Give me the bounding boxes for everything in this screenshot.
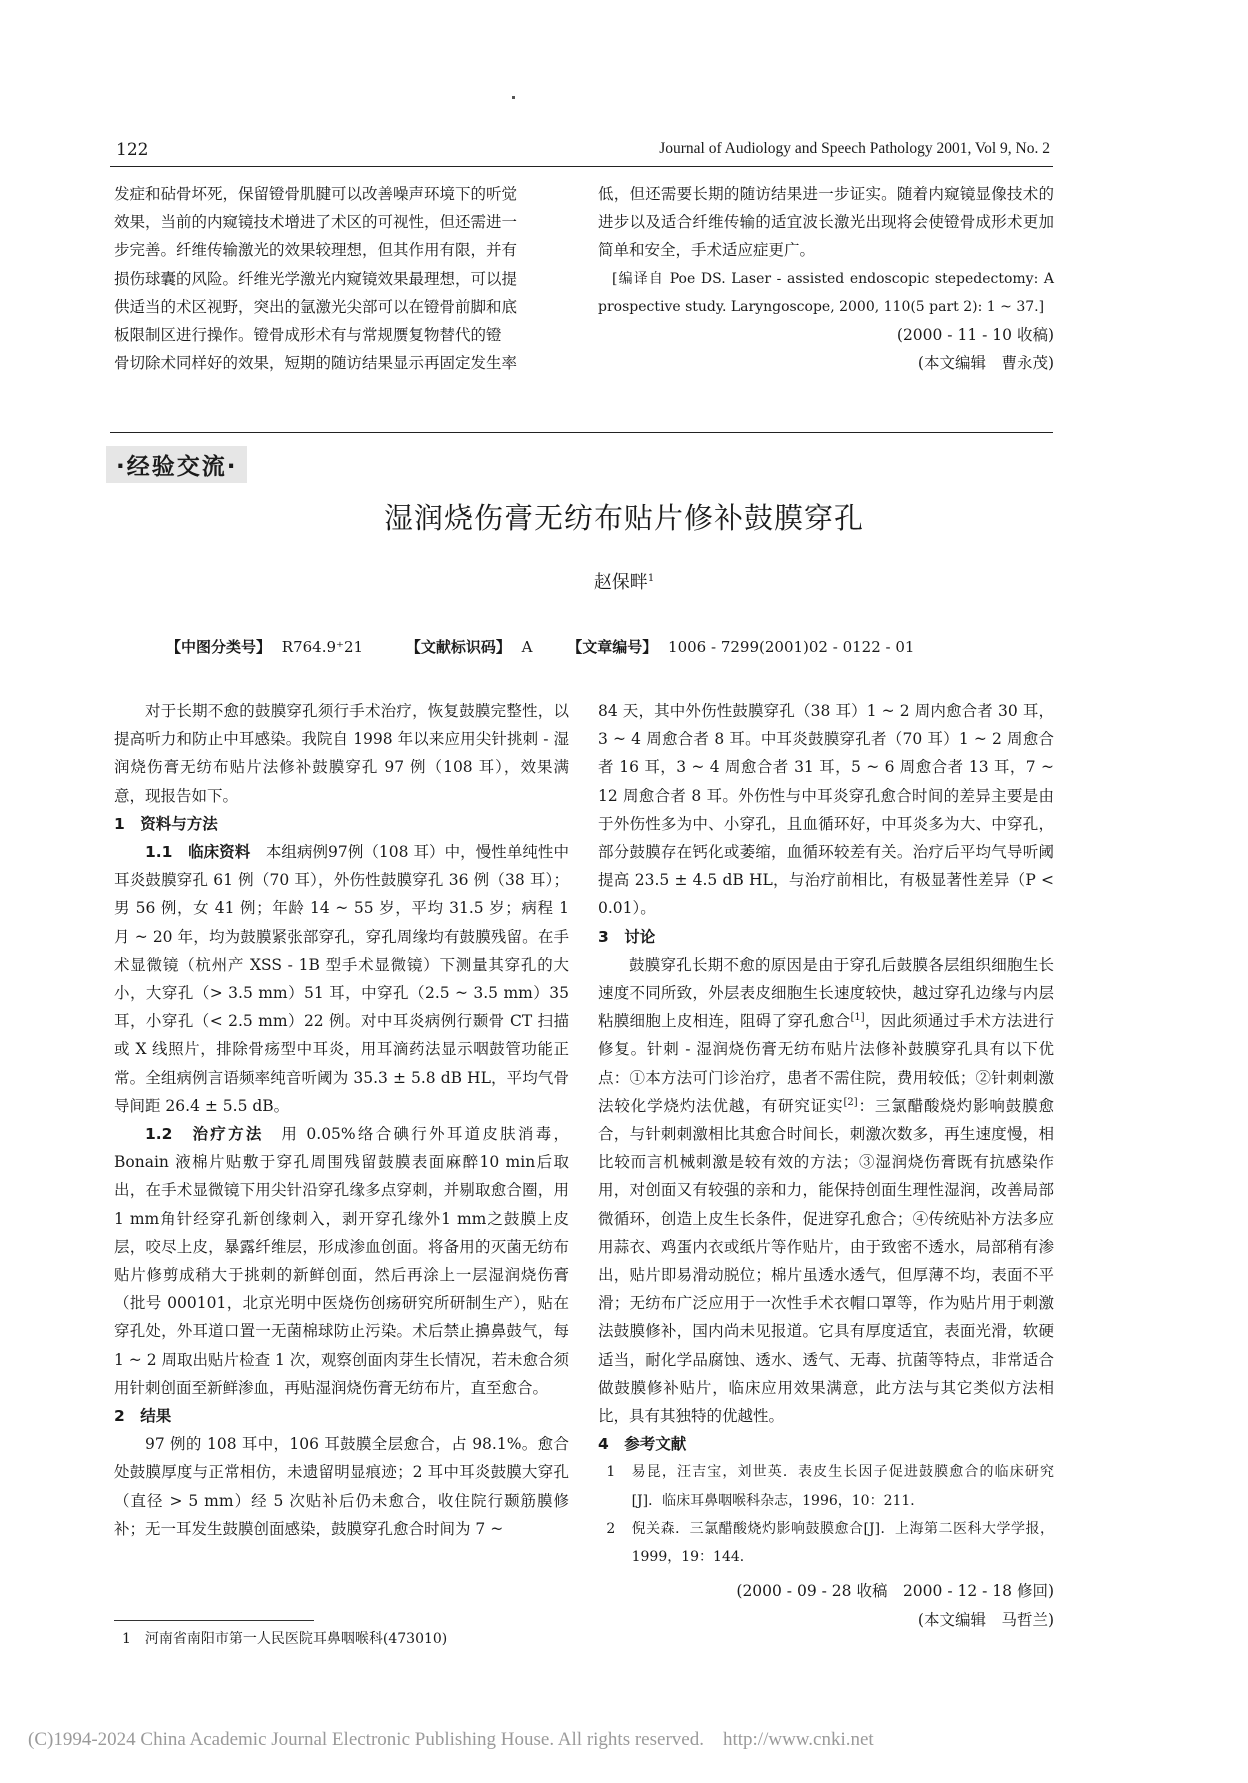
top-left-line: 骨切除术同样好的效果，短期的随访结果显示再固定发生率 <box>114 354 518 373</box>
results-paragraph-right: 84 天，其中外伤性鼓膜穿孔（38 耳）1 ~ 2 周内愈合者 30 耳，3 ~ 4 周愈合者 8 耳。中耳炎鼓膜穿孔者（70 耳）1 ~ 2 周愈合者 16 耳，3 ~ 4 周愈合者 31 耳，5 ~ 6 周愈合者 13 耳，7 ~ 12 周愈合者 8 耳。外伤性与中耳炎穿孔愈合时间的差异主要是由于外伤性多为中、小穿孔，且血循环好，中耳炎多为大、中穿孔，部分鼓膜存在钙化或萎缩，血循环较差有关。治疗后平均气导听阈提高 23.5 ± 4.5 dB HL，与治疗前相比，有极显著性差异（P < 0.01）。 <box>598 702 1054 918</box>
copyright-line: (C)1994-2024 China Academic Journal Electronic Publishing House. All rights reserved. http://www.cnki.net <box>28 1729 874 1750</box>
section-3-heading: 3 讨论 <box>598 927 656 946</box>
main-right-column <box>598 697 1054 1634</box>
article-received-date: (2000 - 09 - 28 收稿 2000 - 12 - 18 修回) <box>736 1582 1054 1601</box>
footnote: 1 河南省南阳市第一人民医院耳鼻咽喉科(473010) <box>122 1631 448 1647</box>
section-2-heading: 2 结果 <box>114 1407 172 1426</box>
ref-mark-2: [2] <box>843 1096 858 1108</box>
section-1-1-body: 本组病例97例（108 耳）中，慢性单纯性中耳炎鼓膜穿孔 61 例（70 耳），外伤性鼓膜穿孔 36 例（38 耳）；男 56 例，女 41 例；年龄 14 ~ 55 岁，平均 31.5 岁；病程 1 月 ~ 20 年，均为鼓膜紧张部穿孔，穿孔周缘均有鼓膜残留。在手术显微镜（杭州产 XSS - 1B 型手术显微镜）下测量其穿孔的大小，大穿孔（> 3.5 mm）51 耳，中穿孔（2.5 ~ 3.5 mm）35 耳，小穿孔（< 2.5 mm）22 例。对中耳炎病例行颞骨 CT 扫描或 X 线照片，排除骨疡型中耳炎，用耳滴药法显示咽鼓管功能正常。全组病例言语频率纯音听阈为 35.3 ± 5.8 dB HL，平均气骨导间距 26.4 ± 5.5 dB。 <box>114 843 569 1115</box>
top-right-column <box>598 180 1054 377</box>
top-left-line: 损伤球囊的风险。纤维光学激光内窥镜效果最理想，可以提 <box>114 269 518 288</box>
section-rule <box>110 432 1053 433</box>
results-paragraph-left: 97 例的 108 耳中，106 耳鼓膜全层愈合，占 98.1%。愈合处鼓膜厚度与正常相仿，未遗留明显痕迹；2 耳中耳炎鼓膜大穿孔（直径 > 5 mm）经 5 次贴补后仍未愈合，收住院行颞筋膜修补；无一耳发生鼓膜创面感染，鼓膜穿孔愈合时间为 7 ~ <box>114 1435 569 1538</box>
article-editor: (本文编辑 马哲兰) <box>917 1610 1054 1629</box>
intro-paragraph: 对于长期不愈的鼓膜穿孔须行手术治疗，恢复鼓膜完整性，以提高听力和防止中耳感染。我院自 1998 年以来应用尖针挑刺 - 湿润烧伤膏无纺布贴片法修补鼓膜穿孔 97 例（108 耳），效果满意，现报告如下。 <box>114 702 569 805</box>
header-rule <box>110 166 1053 167</box>
article-no-label: 【文章编号】 <box>567 638 658 656</box>
compiled-citation: [编译自 Poe DS. Laser - assisted endoscopic stepedectomy: A prospective study. Laryngoscope, 2000, 110(5 part 2): 1 ~ 37.] <box>598 270 1054 315</box>
author-line <box>0 568 1248 594</box>
article-title: 湿润烧伤膏无纺布贴片修补鼓膜穿孔 <box>383 501 864 535</box>
section-1-1-heading: 1.1 临床资料 <box>145 843 251 862</box>
main-left-column <box>114 697 569 1543</box>
footnote-rule <box>114 1620 314 1621</box>
doc-code-value: A <box>521 638 533 656</box>
clc-label: 【中图分类号】 <box>166 638 272 656</box>
top-right-text: 低，但还需要长期的随访结果进一步证实。随着内窥镜显像技术的进步以及适合纤维传输的适宜波长激光出现将会使镫骨成形术更加简单和安全，手术适应症更广。 <box>598 185 1054 260</box>
column-tag: ·经验交流· <box>106 446 247 483</box>
top-left-line: 效果，当前的内窥镜技术增进了术区的可视性，但还需进一 <box>114 213 518 232</box>
clc-value: R764.9⁺21 <box>281 638 364 656</box>
top-mark <box>512 96 515 99</box>
section-1-2-body: 用 0.05%络合碘行外耳道皮肤消毒，Bonain 液棉片贴敷于穿孔周围残留鼓膜表面麻醉10 min后取出，在手术显微镜下用尖针沿穿孔缘多点穿刺，并剔取愈合圈，用 1 mm角针经穿孔新创缘刺入，剥开穿孔缘外1 mm之鼓膜上皮层，咬尽上皮，暴露纤维层，形成渗血创面。将备用的灭菌无纺布贴片修剪成稍大于挑刺的新鲜创面，然后再涂上一层湿润烧伤膏（批号 000101，北京光明中医烧伤创疡研究所研制生产），贴在穿孔处，外耳道口置一无菌棉球防止污染。术后禁止擤鼻鼓气，每 1 ~ 2 周取出贴片检查 1 次，观察创面肉芽生长情况，若未愈合须用针刺创面至新鲜渗血，再贴湿润烧伤膏无纺布片，直至愈合。 <box>114 1125 569 1397</box>
author-affiliation-mark: 1 <box>647 573 655 584</box>
references-list <box>598 1458 1054 1571</box>
journal-header: Journal of Audiology and Speech Pathology 2001, Vol 9, No. 2 <box>659 140 1050 157</box>
top-left-line: 板限制区进行操作。镫骨成形术有与常规赝复物替代的镫 <box>114 326 502 345</box>
section-4-heading: 4 参考文献 <box>598 1435 687 1454</box>
meta-line <box>166 636 1066 657</box>
discussion-paragraph: 鼓膜穿孔长期不愈的原因是由于穿孔后鼓膜各层组织细胞生长速度不同所致，外层表皮细胞生长速度较快，越过穿孔边缘与内层粘膜细胞上皮相连，阻碍了穿孔愈合[1]，因此须通过手术方法进行修复。针刺 - 湿润烧伤膏无纺布贴片法修补鼓膜穿孔具有以下优点：①本方法可门诊治疗，患者不需住院，费用较低；②针刺刺激法较化学烧灼法优越，有研究证实[2]：三氯醋酸烧灼影响鼓膜愈合，与针刺刺激相比其愈合时间长，刺激次数多，再生速度慢，相比较而言机械刺激是较有效的方法；③湿润烧伤膏既有抗感染作用，对创面又有较强的亲和力，能保持创面生理性湿润，改善局部微循环，创造上皮生长条件，促进穿孔愈合；④传统贴补方法多应用蒜衣、鸡蛋内衣或纸片等作贴片，由于致密不透水，局部稍有渗出，贴片即易滑动脱位；棉片虽透水透气，但厚薄不均，表面不平滑；无纺布广泛应用于一次性手术衣帽口罩等，作为贴片用于刺激法鼓膜修补，国内尚未见报道。它具有厚度适宜，表面光滑，软硬适当，耐化学品腐蚀、透水、透气、无毒、抗菌等特点，非常适合做鼓膜修补贴片，临床应用效果满意，此方法与其它类似方法相比，具有其独特的优越性。 <box>598 955 1054 1426</box>
section-1-heading: 1 资料与方法 <box>114 814 218 833</box>
section-1-2-heading: 1.2 治疗方法 <box>145 1125 264 1144</box>
article-no-value: 1006 - 7299(2001)02 - 0122 - 01 <box>668 638 915 656</box>
top-left-line: 发症和砧骨坏死，保留镫骨肌腱可以改善噪声环境下的听觉 <box>114 185 518 203</box>
author-name: 赵保畔 <box>593 572 648 593</box>
top-received-date: (2000 - 11 - 10 收稿) <box>896 326 1054 345</box>
top-editor: (本文编辑 曹永茂) <box>917 354 1054 373</box>
doc-code-label: 【文献标识码】 <box>405 638 511 656</box>
top-left-line: 步完善。纤维传输激光的效果较理想，但其作用有限，并有 <box>114 241 518 260</box>
top-left-column <box>114 180 569 377</box>
ref-mark-1: [1] <box>850 1012 865 1024</box>
reference-item: 2 倪关森．三氯醋酸烧灼影响鼓膜愈合[J]．上海第二医科大学学报，1999，19：144． <box>606 1520 1054 1566</box>
page-number: 122 <box>116 140 149 160</box>
reference-item: 1 易昆，汪吉宝，刘世英．表皮生长因子促进鼓膜愈合的临床研究[J]．临床耳鼻咽喉科杂志，1996，10：211． <box>606 1464 1054 1509</box>
top-left-line: 供适当的术区视野，突出的氩激光尖部可以在镫骨前脚和底 <box>114 297 518 316</box>
